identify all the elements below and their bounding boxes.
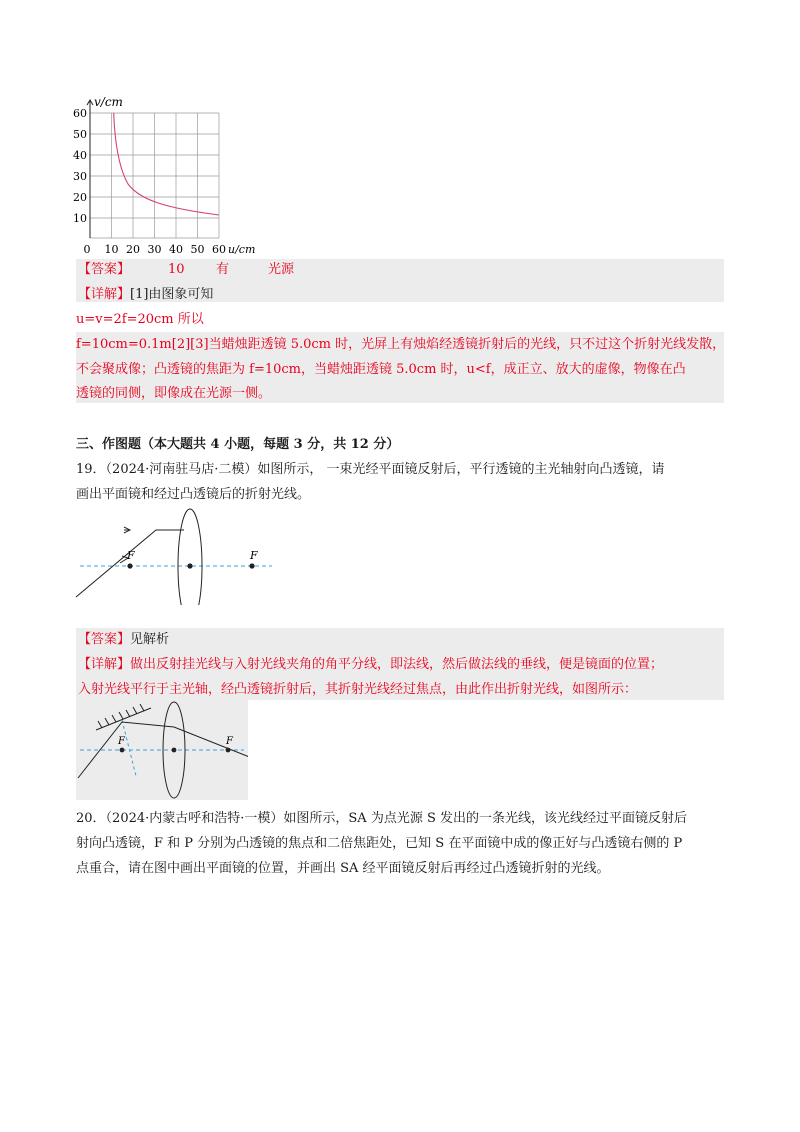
- y-tick-40: 40: [73, 149, 87, 162]
- x-tick-10: 10: [104, 243, 119, 254]
- q19-detail-tag: 【详解】: [78, 657, 131, 672]
- origin-label: 0: [83, 243, 91, 254]
- q18-detail-line-5: 透镜的同侧，即像成在光源一侧。: [76, 386, 272, 401]
- normal-line: [122, 720, 136, 776]
- q18-answer-value-2: 有: [216, 262, 230, 277]
- q20-stem-line-3: 点重合，请在图中画出平面镜的位置，并画出 SA 经平面镜反射后再经过凸透镜折射的光线。: [76, 861, 610, 876]
- q19-solution-figure: [76, 700, 248, 800]
- q19-figure: [72, 505, 292, 605]
- y-tick-30: 30: [73, 170, 87, 183]
- q19-answer-text: 见解析: [130, 632, 170, 647]
- graph-axes: [87, 100, 93, 238]
- y-tick-50: 50: [73, 128, 87, 141]
- solution-focus-left: [120, 748, 125, 753]
- q19-detail-line-2: 入射光线平行于主光轴，经凸透镜折射后，其折射光线经过焦点，由此作出折射光线，如图所示：: [78, 682, 638, 697]
- x-tick-50: 50: [190, 243, 205, 254]
- q18-answer-value-1: 10: [168, 262, 185, 277]
- solution-focus-right: [226, 748, 231, 753]
- q18-answer-value-3: 光源: [268, 262, 295, 277]
- q19-answer-line: [78, 631, 169, 649]
- focus-point-left: [127, 563, 132, 568]
- solution-focus-label-left: F: [118, 736, 125, 747]
- graph-grid: [90, 113, 219, 238]
- x-tick-30: 30: [147, 243, 162, 254]
- section-3-heading: 三、作图题（本大题共 4 小题，每题 3 分，共 12 分）: [76, 437, 400, 452]
- focus-label-right: F: [250, 549, 258, 562]
- q19-stem-line-2: 画出平面镜和经过凸透镜后的折射光线。: [76, 487, 311, 502]
- solution-focus-label-right: F: [226, 736, 233, 747]
- y-tick-60: 60: [73, 107, 87, 120]
- q19-detail-line-1: [78, 656, 663, 674]
- q18-detail-line-1: [78, 286, 213, 304]
- q18-detail-text-1: [1]由图象可知: [130, 287, 214, 302]
- convex-lens: [178, 509, 202, 605]
- q18-detail-line-3: f=10cm=0.1m[2][3]当蜡烛距透镜 5.0cm 时，光屏上有烛焰经透镜折射后的光线，只不过这个折射光线发散，: [76, 337, 726, 352]
- solution-optical-center: [172, 748, 177, 753]
- q20-stem-line-1: 20．（2024·内蒙古呼和浩特·一模）如图所示，SA 为点光源 S 发出的一条光线，该光线经过平面镜反射后: [76, 811, 687, 826]
- uv-curve: [114, 113, 219, 215]
- focus-label-left: F: [127, 549, 135, 562]
- x-axis-label: u/cm: [228, 243, 256, 254]
- x-tick-60: 60: [212, 243, 226, 254]
- optical-center: [187, 563, 192, 568]
- q19-stem-line-1: 19．（2024·河南驻马店·二模）如图所示， 一束光经平面镜反射后，平行透镜的主光轴射向凸透镜，请: [76, 462, 665, 477]
- q18-answer-tag: 【答案】: [78, 262, 131, 277]
- q18-detail-tag: 【详解】: [78, 287, 131, 302]
- q18-detail-line-2: u=v=2f=20cm 所以: [76, 312, 204, 327]
- x-tick-20: 20: [126, 243, 140, 254]
- y-axis-label: v/cm: [94, 95, 123, 109]
- q18-detail-line-4: 不会聚成像；凸透镜的焦距为 f=10cm，当蜡烛距透镜 5.0cm 时，u<f，成正立、放大的虚像，物像在凸: [76, 362, 686, 377]
- q19-answer-tag: 【答案】: [78, 632, 131, 647]
- uv-graph: [60, 92, 270, 254]
- y-tick-10: 10: [73, 212, 87, 225]
- x-tick-40: 40: [169, 243, 183, 254]
- q18-answer-line: [78, 261, 130, 279]
- q19-detail-text-1: 做出反射挂光线与入射光线夹角的角平分线，即法线，然后做法线的垂线，便是镜面的位置；: [130, 657, 664, 672]
- q20-stem-line-2: 射向凸透镜，F 和 P 分别为凸透镜的焦点和二倍焦距处，已知 S 在平面镜中成的像正好与凸透镜右侧的 P: [76, 836, 683, 851]
- focus-point-right: [249, 563, 254, 568]
- y-tick-20: 20: [73, 191, 87, 204]
